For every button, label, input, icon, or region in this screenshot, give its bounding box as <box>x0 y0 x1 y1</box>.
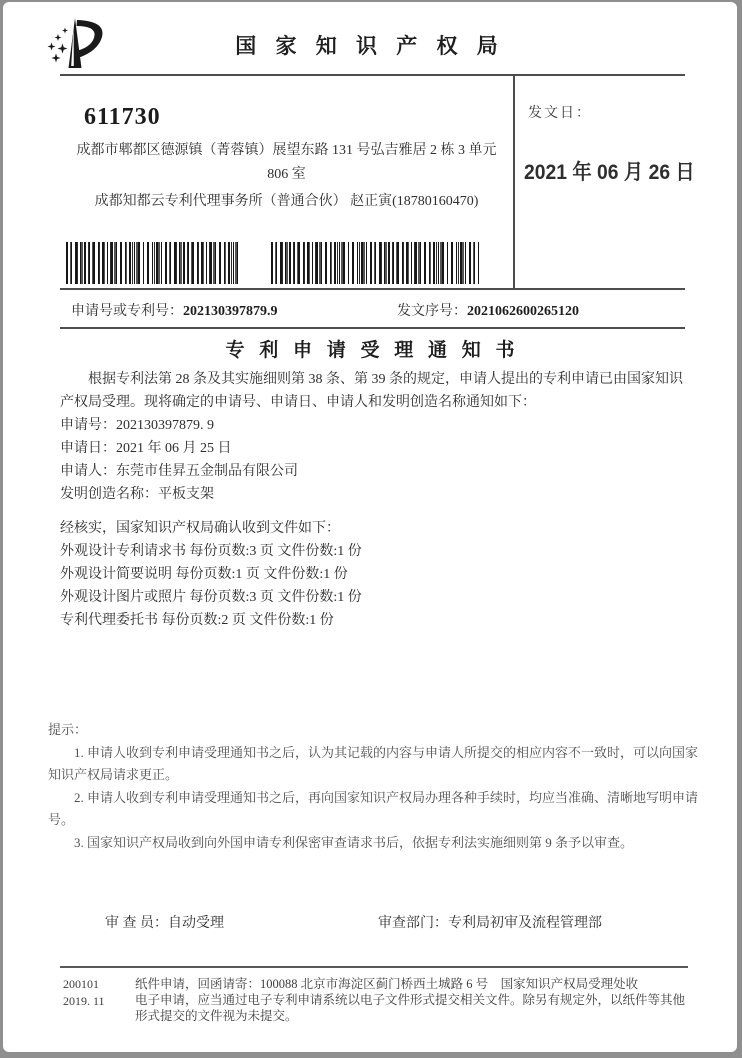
barcode-1 <box>66 242 238 284</box>
recipient-address <box>60 139 513 187</box>
tip-item: 2. 申请人收到专利申请受理通知书之后，再向国家知识产权局办理各种手续时，均应当准确、清晰地写明申请号。 <box>48 789 699 827</box>
recipient-block <box>60 76 513 288</box>
agent-line: 成都知都云专利代理事务所（普通合伙） 赵正寅(18780160470) <box>94 194 479 209</box>
tips-section <box>48 719 706 854</box>
barcode-2 <box>271 242 479 284</box>
document-line: 外观设计图片或照片 每份页数:3 页 文件份数:1 份 <box>60 590 362 605</box>
footer <box>60 966 688 1024</box>
review-department <box>378 912 602 932</box>
notice-title: 专 利 申 请 受 理 通 知 书 <box>225 340 520 361</box>
department-value: 专利局初审及流程管理部 <box>448 916 602 931</box>
footer-code: 200101 <box>63 977 99 991</box>
application-number-label: 申请号或专利号： <box>71 304 183 319</box>
tip-item: 1. 申请人收到专利申请受理通知书之后，认为其记载的内容与申请人所提交的相应内容不一致时，可以向国家知识产权局请求更正。 <box>48 744 699 782</box>
examiner <box>105 912 224 932</box>
footer-form-codes <box>60 976 135 1024</box>
issue-date-value: 2021 年 06 月 26 日 <box>524 161 695 184</box>
examiner-value: 自动受理 <box>168 916 224 931</box>
issue-date-cell <box>513 76 695 288</box>
tip-item: 3. 国家知识产权局收到向外国申请专利保密审查请求书后，依据专利法实施细则第 9 条予以审查。 <box>74 834 634 850</box>
footer-code: 2019. 11 <box>63 994 105 1008</box>
footer-notes <box>135 976 688 1024</box>
field-applicant: 申请人：东莞市佳昇五金制品有限公司 <box>60 464 298 479</box>
confirm-intro: 经核实，国家知识产权局确认收到文件如下： <box>60 521 340 536</box>
document-line: 外观设计专利请求书 每份页数:3 页 文件份数:1 份 <box>60 544 362 559</box>
serial-number-value: 2021062600265120 <box>467 304 579 319</box>
address-line2: 806 室 <box>267 167 306 182</box>
address-line1: 成都市郫都区德源镇（菁蓉镇）展望东路 131 号弘吉雅居 2 栋 3 单元 <box>76 143 497 158</box>
tips-label: 提示： <box>48 722 88 737</box>
serial-number <box>397 300 579 320</box>
field-invention-name: 发明创造名称：平板支架 <box>60 487 214 502</box>
field-application-number: 申请号：202130397879. 9 <box>60 418 214 433</box>
footer-note-electronic: 电子申请，应当通过电子专利申请系统以电子文件形式提交相关文件。除另有规定外，以纸件等其他形式提交的文件视为未提交。 <box>135 993 686 1023</box>
application-number-value: 202130397879.9 <box>183 304 278 319</box>
numbers-row <box>60 290 685 329</box>
notice-intro: 根据专利法第 28 条及其实施细则第 38 条、第 39 条的规定，申请人提出的专利申请已由国家知识产权局受理。现将确定的申请号、申请日、申请人和发明创造名称通知如下： <box>60 372 683 410</box>
field-application-date: 申请日：2021 年 06 月 25 日 <box>60 441 232 456</box>
notice-body <box>60 368 687 632</box>
department-label: 审查部门： <box>378 916 448 931</box>
serial-number-label: 发文序号： <box>397 304 467 319</box>
document-line: 外观设计简要说明 每份页数:1 页 文件份数:1 份 <box>60 567 348 582</box>
agency-name: 国 家 知 识 产 权 局 <box>235 34 505 58</box>
footer-note-paper: 纸件申请，回函请寄：100088 北京市海淀区蓟门桥西土城路 6 号 国家知识产权局受理处收 <box>135 977 639 991</box>
barcode-row <box>66 242 479 284</box>
notice-page <box>3 2 737 1052</box>
application-number <box>71 300 278 320</box>
review-row <box>60 912 685 936</box>
document-line: 专利代理委托书 每份页数:2 页 文件份数:1 份 <box>60 613 334 628</box>
postal-code: 611730 <box>84 104 161 130</box>
examiner-label: 审 查 员： <box>105 916 168 931</box>
issue-date-label: 发文日： <box>528 106 592 121</box>
address-date-table <box>60 74 695 290</box>
